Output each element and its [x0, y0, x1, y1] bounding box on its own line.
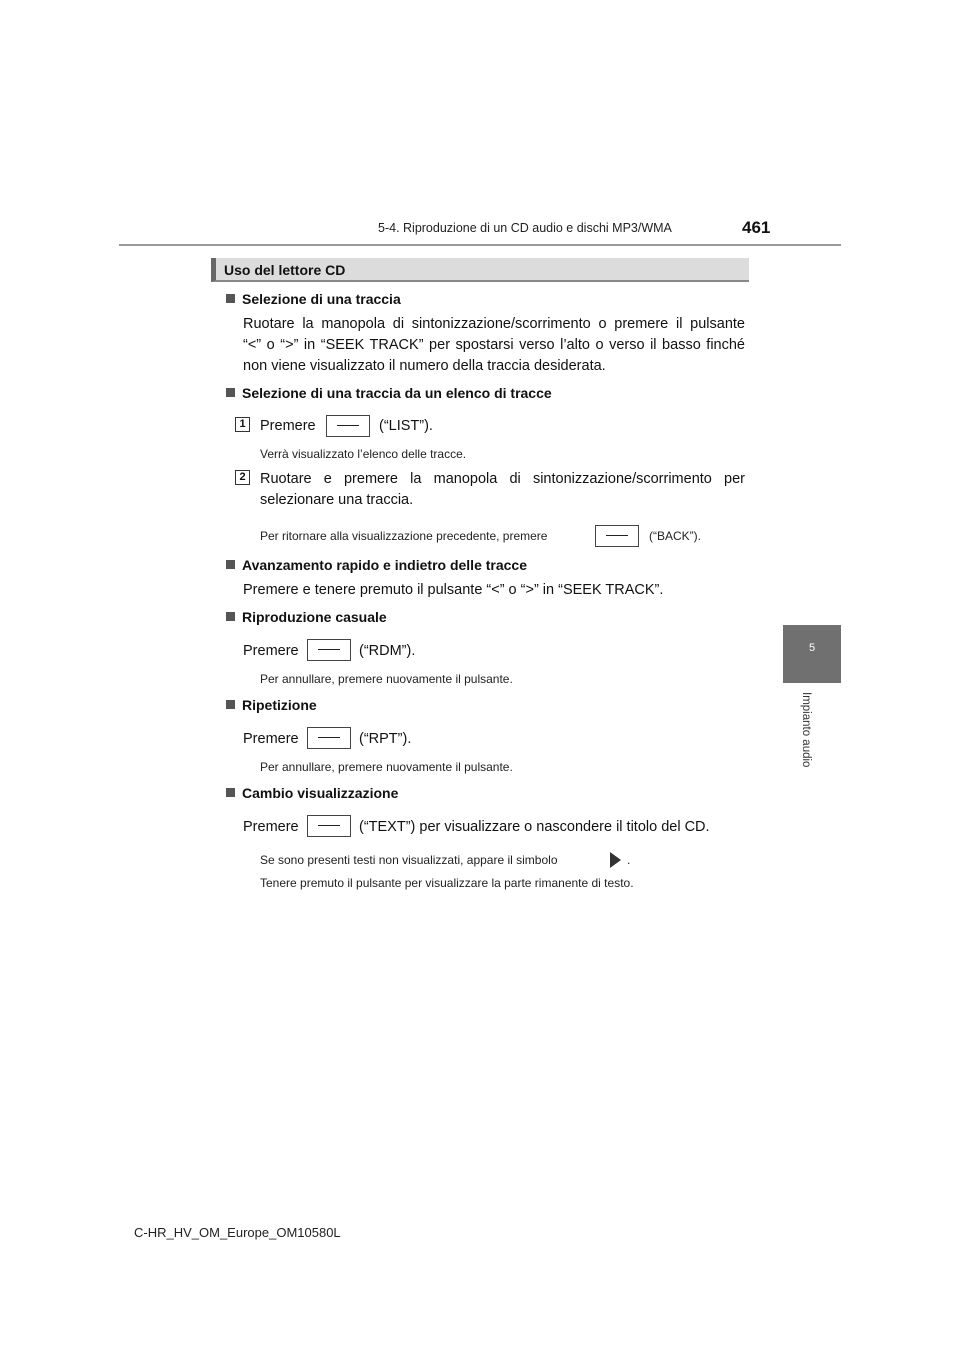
cambio-note2: Tenere premuto il pulsante per visualizzare la parte rimanente di testo. — [260, 876, 634, 890]
avanzamento-text: Premere e tenere premuto il pulsante “<” o “>” in “SEEK TRACK”. — [243, 582, 664, 598]
cambio-note1-pre: Se sono presenti testi non visualizzati, appare il simbolo — [260, 853, 558, 867]
header-rule — [119, 244, 841, 246]
document-code: C-HR_HV_OM_Europe_OM10580L — [134, 1225, 341, 1240]
button-symbol-icon — [595, 525, 639, 547]
heading-selezione-traccia: Selezione di una traccia — [226, 291, 401, 307]
step2-line1: Ruotare e premere la manopola di sintonizzazione/scorrimento per — [260, 471, 745, 487]
paragraph-selezione-line1: Ruotare la manopola di sintonizzazione/scorrimento o premere il pulsante — [243, 316, 745, 332]
button-symbol-icon — [307, 727, 351, 749]
casuale-pre: Premere — [243, 643, 299, 659]
square-bullet-icon — [226, 700, 235, 709]
chapter-tab-number: 5 — [808, 642, 816, 654]
section-title: Uso del lettore CD — [224, 262, 346, 278]
button-symbol-icon — [307, 815, 351, 837]
paragraph-selezione-line3: non viene visualizzato il numero della traccia desiderata. — [243, 358, 606, 374]
step1-pre: Premere — [260, 418, 316, 434]
square-bullet-icon — [226, 612, 235, 621]
cambio-note1-post: . — [627, 853, 631, 867]
heading-elenco-tracce: Selezione di una traccia da un elenco di tracce — [226, 385, 552, 401]
step1-note: Verrà visualizzato l’elenco delle tracce. — [260, 447, 467, 461]
square-bullet-icon — [226, 560, 235, 569]
square-bullet-icon — [226, 388, 235, 397]
square-bullet-icon — [226, 294, 235, 303]
step-number-1: 1 — [235, 417, 250, 432]
ripetizione-pre: Premere — [243, 731, 299, 747]
step1-post: (“LIST”). — [379, 418, 433, 434]
heading-casuale: Riproduzione casuale — [226, 609, 387, 625]
heading-cambio: Cambio visualizzazione — [226, 785, 398, 801]
chapter-tab-label — [800, 692, 814, 782]
cambio-pre: Premere — [243, 819, 299, 835]
step2-note-post: (“BACK”). — [649, 529, 701, 543]
step2-note-pre: Per ritornare alla visualizzazione precedente, premere — [260, 529, 548, 543]
ripetizione-post: (“RPT”). — [359, 731, 412, 747]
chapter-tab — [783, 625, 841, 683]
step-number-2: 2 — [235, 470, 250, 485]
step2-line2: selezionare una traccia. — [260, 492, 414, 508]
paragraph-selezione-line2: “<” o “>” in “SEEK TRACK” per spostarsi verso l’alto o verso il basso finché — [243, 337, 745, 353]
page-number: 461 — [742, 218, 771, 237]
button-symbol-icon — [307, 639, 351, 661]
play-arrow-icon — [610, 852, 621, 868]
chapter-tab-label-text: Impianto audio — [800, 692, 812, 768]
heading-avanzamento: Avanzamento rapido e indietro delle tracce — [226, 557, 527, 573]
button-symbol-icon — [326, 415, 370, 437]
cambio-post: (“TEXT”) per visualizzare o nascondere il titolo del CD. — [359, 819, 710, 835]
casuale-post: (“RDM”). — [359, 643, 416, 659]
heading-ripetizione: Ripetizione — [226, 697, 317, 713]
square-bullet-icon — [226, 788, 235, 797]
casuale-note: Per annullare, premere nuovamente il pulsante. — [260, 672, 513, 686]
chapter-title: 5-4. Riproduzione di un CD audio e dischi MP3/WMA — [378, 221, 672, 235]
ripetizione-note: Per annullare, premere nuovamente il pulsante. — [260, 760, 513, 774]
section-header — [211, 258, 749, 282]
